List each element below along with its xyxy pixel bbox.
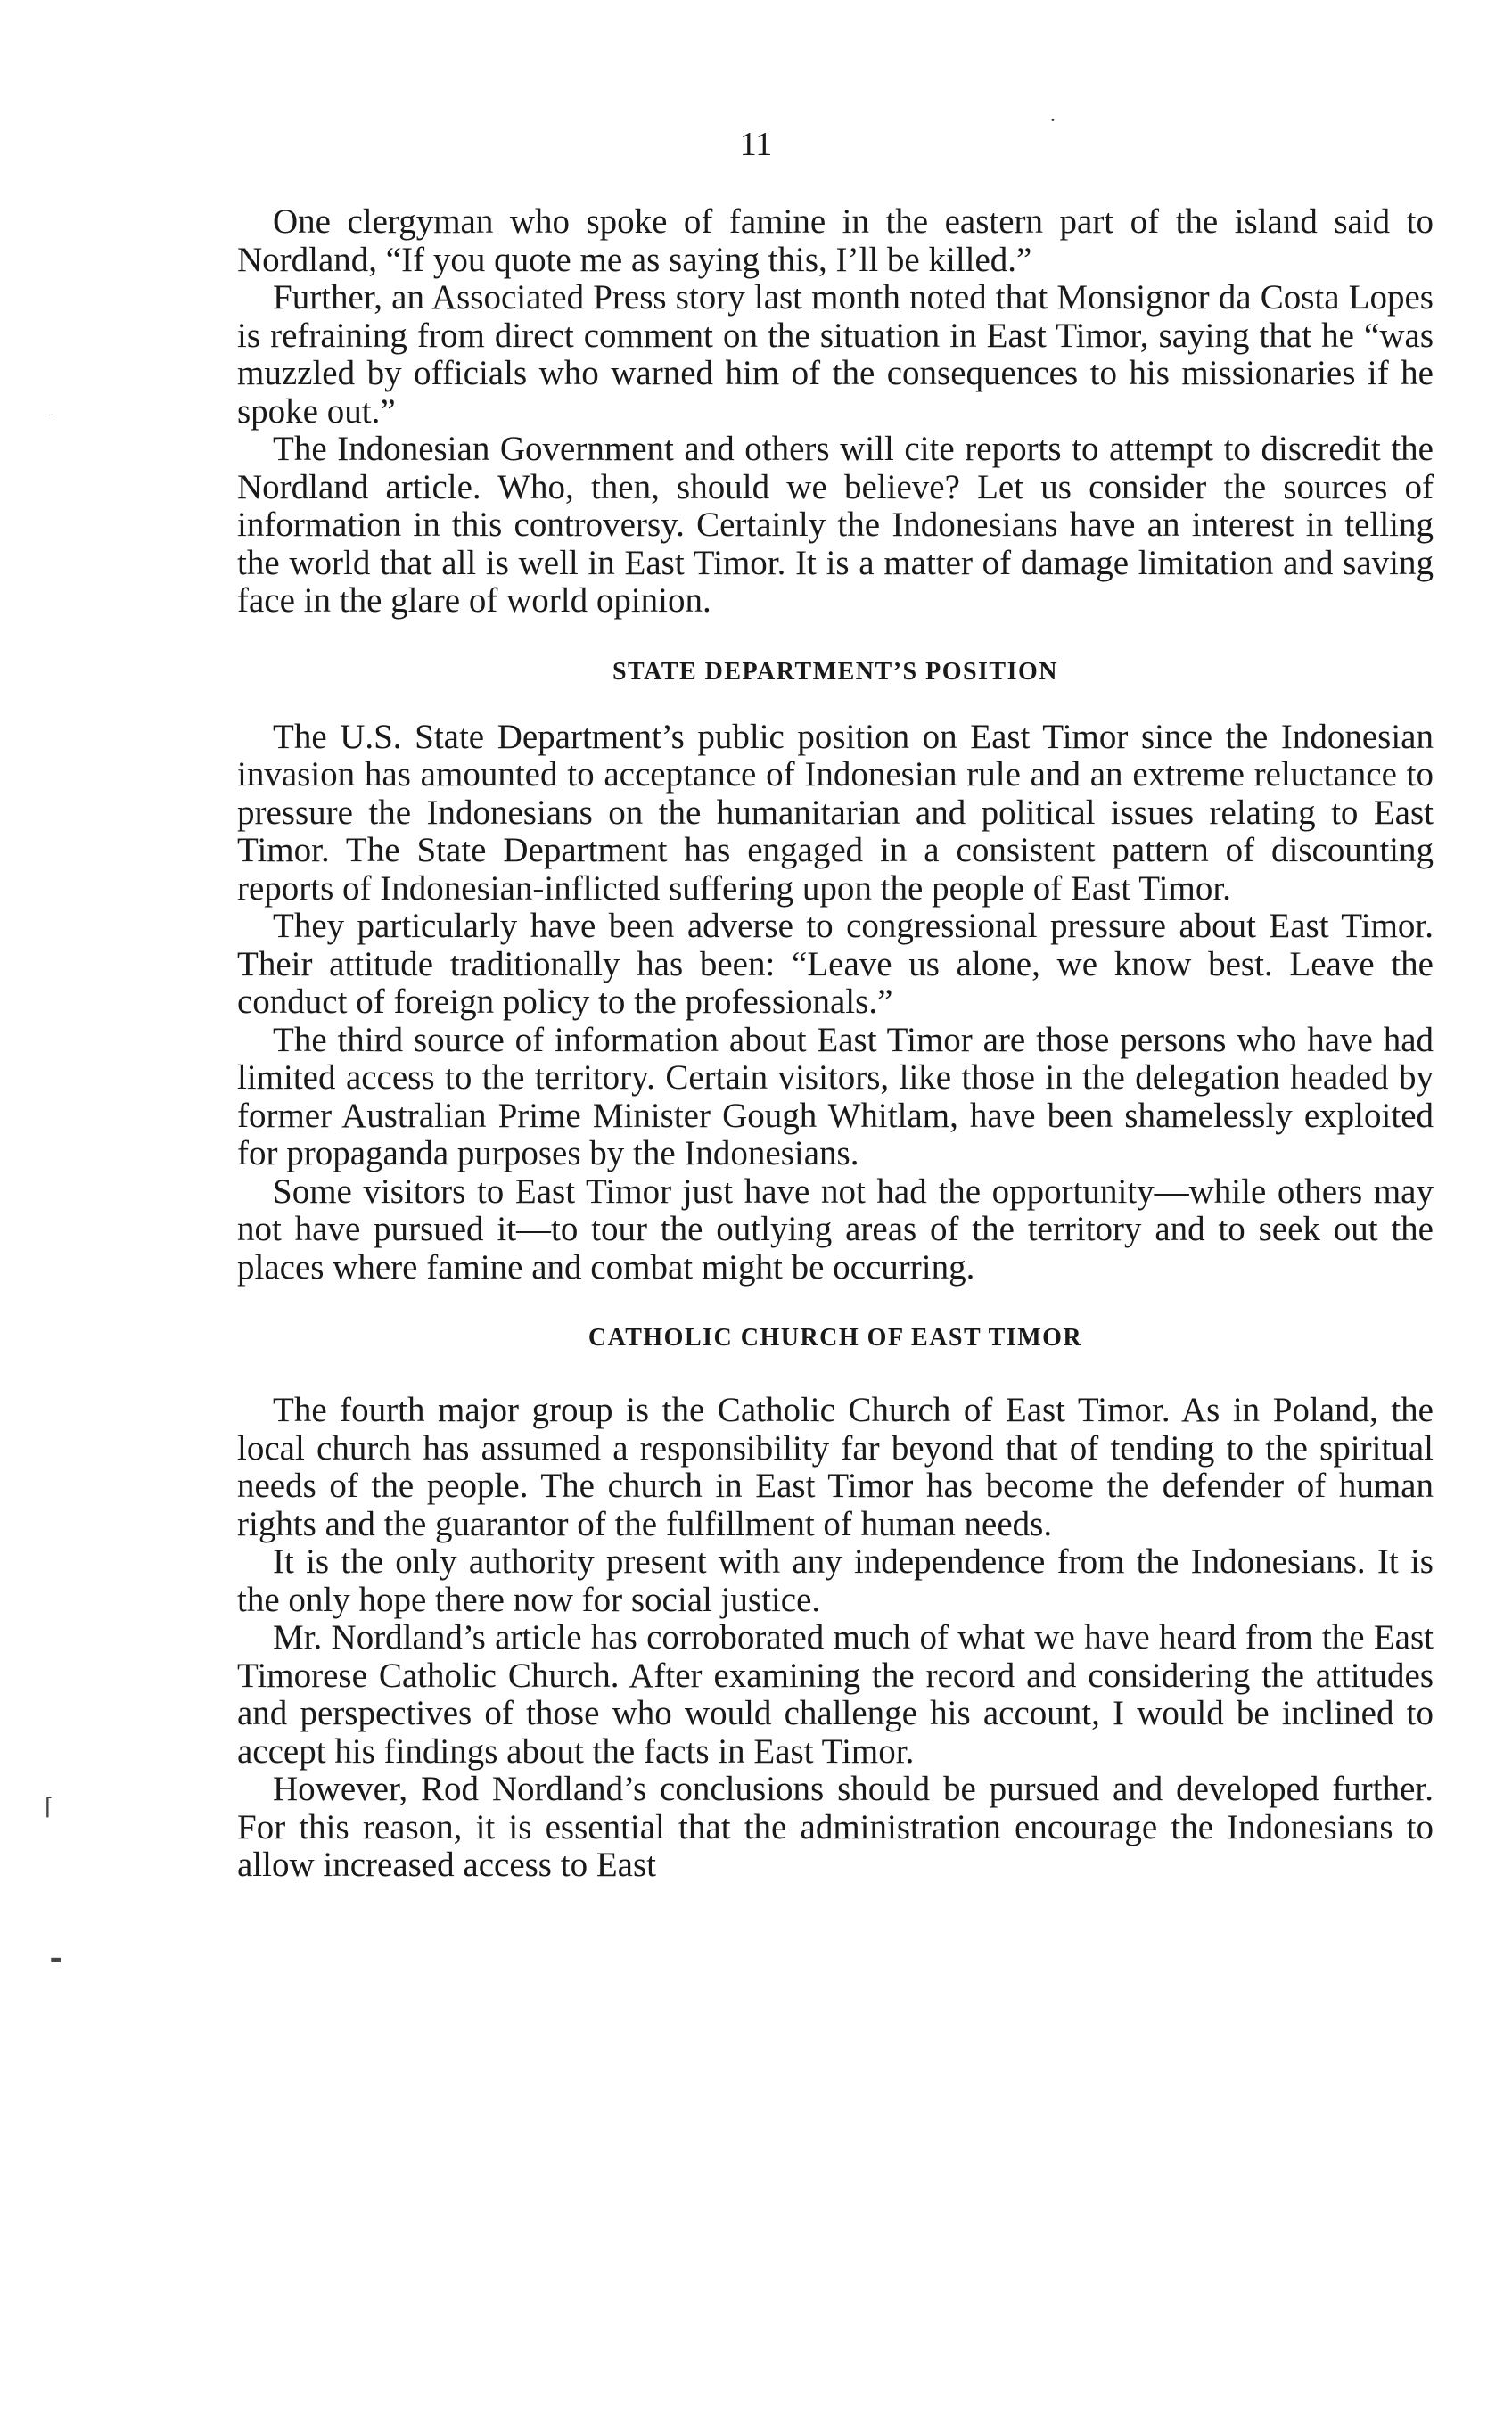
scan-speck: • — [1050, 116, 1056, 126]
body-paragraph: One clergyman who spoke of famine in the eastern part of the island said to Nordland, “If you quote me as saying this, I’ll be killed.” — [237, 202, 1434, 279]
body-paragraph: It is the only authority present with any independence from the Indonesians. It is the only hope there now for social justice. — [237, 1542, 1434, 1619]
body-paragraph: Some visitors to East Timor just have not had the opportunity—while others may not have pursued it—to tour the outlying areas of the territory and to seek out the places where famine and combat might be occurring. — [237, 1172, 1434, 1287]
scan-speck: ⌈ — [45, 1794, 54, 1821]
body-paragraph: They particularly have been adverse to congressional pressure about East Timor. Their attitude traditionally has been: “Leave us alone, we know best. Leave the conduct of foreign policy to the professionals.” — [237, 907, 1434, 1021]
body-paragraph: The Indonesian Government and others will cite reports to attempt to discredit the Nordland article. Who, then, should we believe? Let us consider the sources of information in this controversy. Certainly the Indonesians have an interest in telling the world that all is well in East Timor. It is a matter of damage limitation and saving face in the glare of world opinion. — [237, 430, 1434, 620]
body-paragraph: The third source of information about East Timor are those persons who have had limited access to the territory. Certain visitors, like those in the delegation headed by former Australian Prime Minister Gough Whitlam, have been shamelessly exploited for propaganda purposes by the Indonesians. — [237, 1020, 1434, 1172]
body-paragraph: The fourth major group is the Catholic Church of East Timor. As in Poland, the local church has assumed a responsibility far beyond that of tending to the spiritual needs of the people. The church in East Timor has become the defender of human rights and the guarantor of the fulfillment of human needs. — [237, 1391, 1434, 1543]
body-paragraph: Further, an Associated Press story last month noted that Monsignor da Costa Lopes is refraining from direct comment on the situation in East Timor, saying that he “was muzzled by officials who warned him of the consequences to his missionaries if he spoke out.” — [237, 278, 1434, 431]
body-paragraph: However, Rod Nordland’s conclusions should be pursued and developed further. For this reason, it is essential that the administration encourage the Indonesians to allow increased access to East — [237, 1770, 1434, 1884]
body-paragraph: Mr. Nordland’s article has corroborated much of what we have heard from the East Timorese Catholic Church. After examining the record and considering the attitudes and perspectives of those who would challenge his account, I would be inclined to accept his findings about the facts in East Timor. — [237, 1618, 1434, 1771]
body-paragraph: The U.S. State Department’s public position on East Timor since the Indonesian invasion has amounted to acceptance of Indonesian rule and an extreme reluctance to pressure the Indonesians on the humanitarian and political issues relating to East Timor. The State Department has engaged in a consistent pattern of discounting reports of Indonesian-inflicted suffering upon the people of East Timor. — [237, 717, 1434, 908]
page-number: 11 — [739, 126, 773, 163]
scan-speck: ▬ — [50, 1953, 62, 1967]
section-heading-state-department: STATE DEPARTMENT’S POSITION — [612, 657, 1059, 686]
scan-speck: – — [49, 410, 53, 420]
document-body — [237, 203, 1434, 1885]
section-heading-catholic-church: CATHOLIC CHURCH OF EAST TIMOR — [588, 1324, 1083, 1352]
